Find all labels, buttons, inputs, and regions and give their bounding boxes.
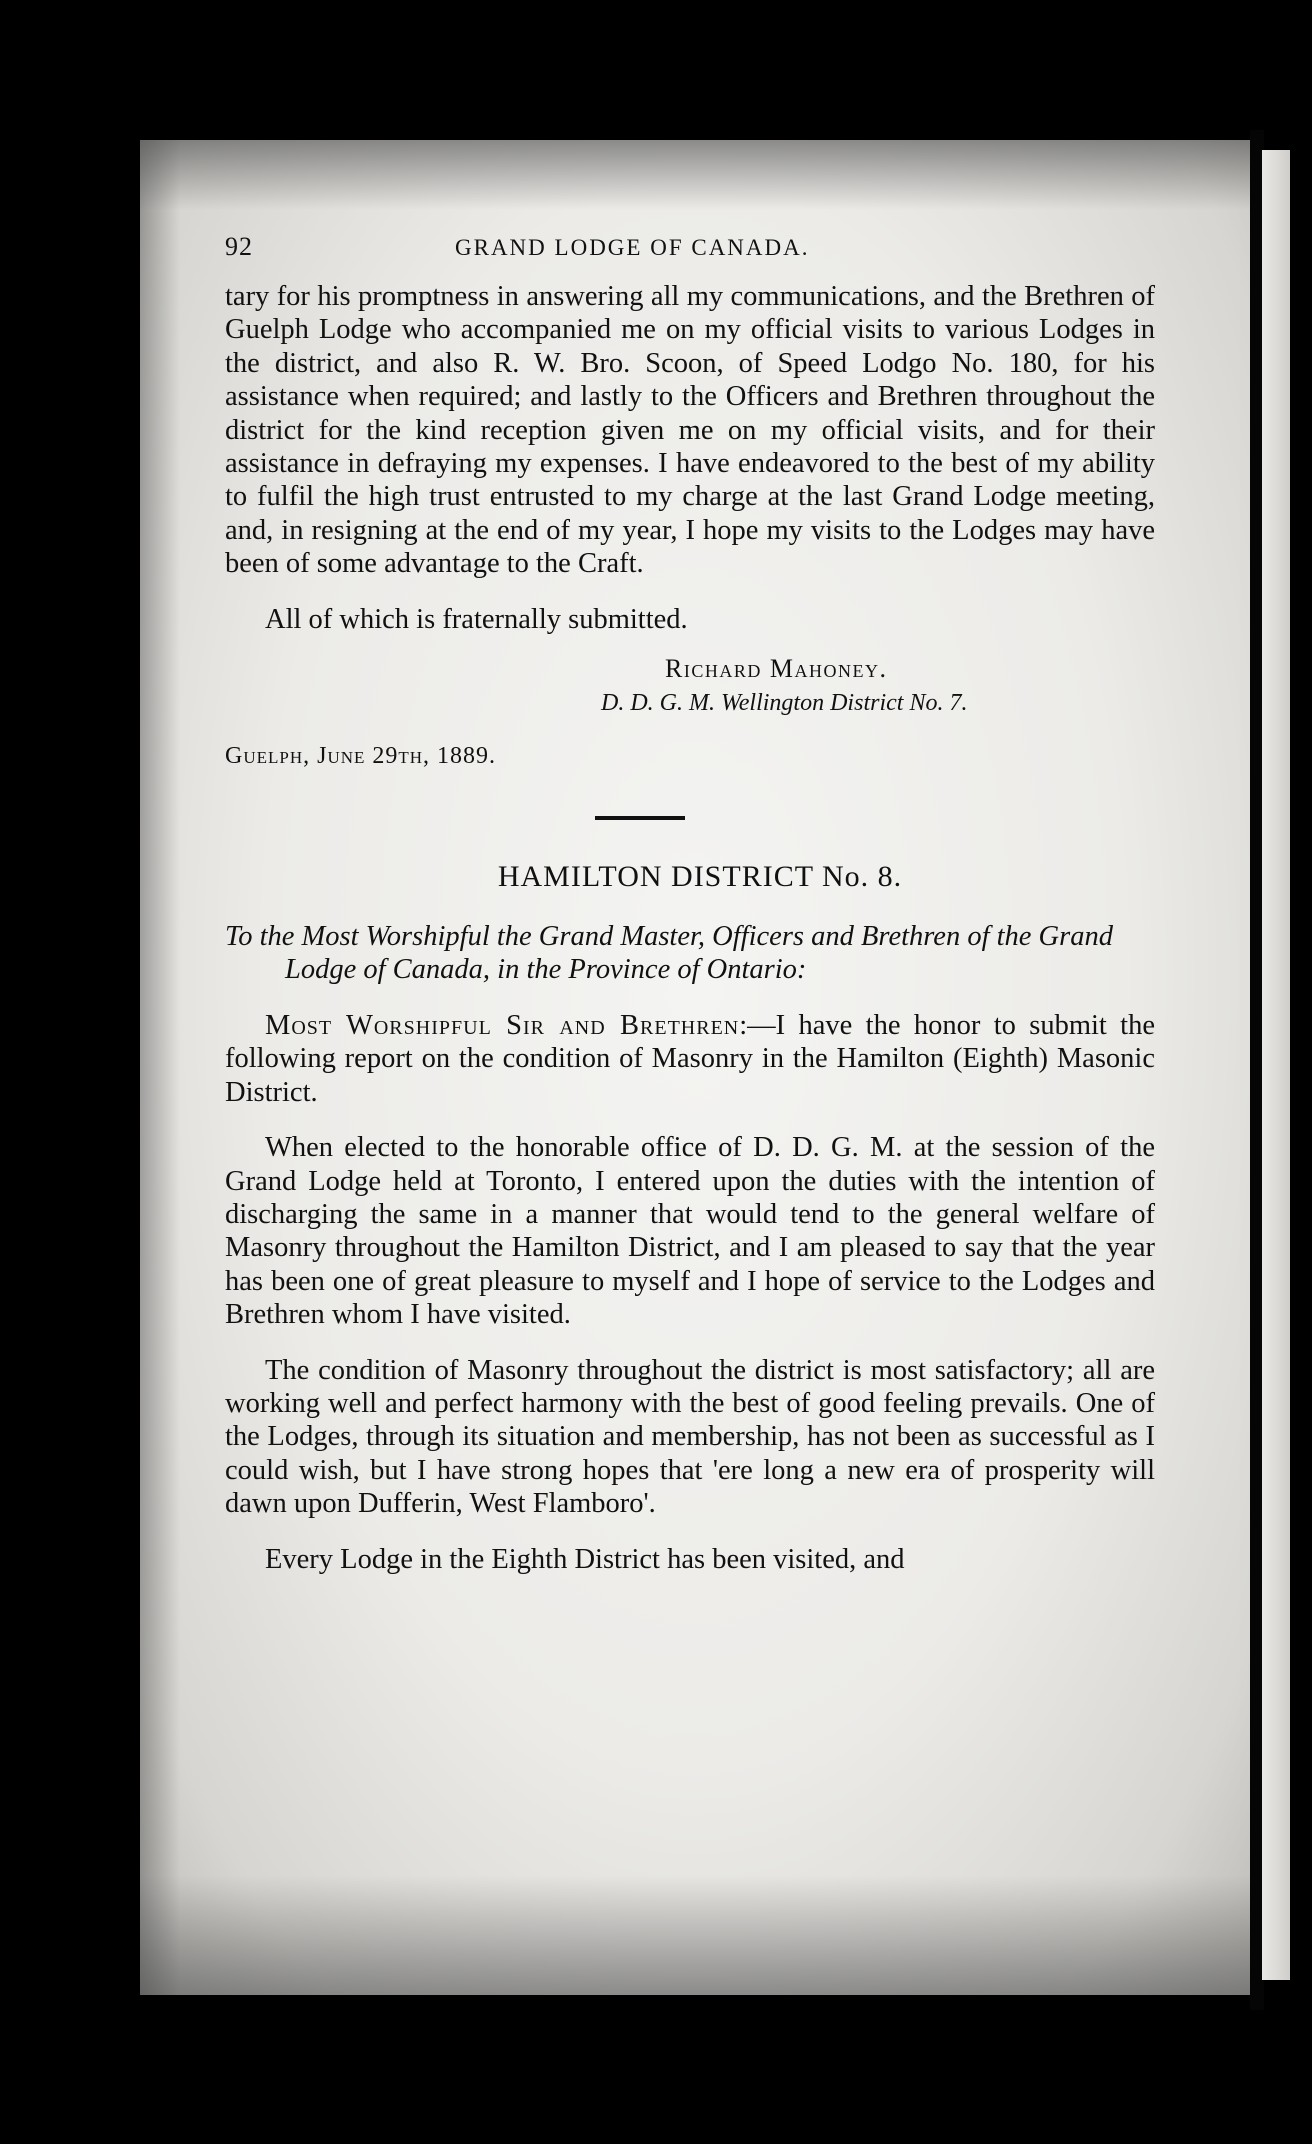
adjacent-page-edge [1262, 150, 1290, 1980]
paragraph-election: When elected to the honorable office of D. D. G. M. at the session of the Grand Lodge held at Toronto, I entered upon the duties with the intention of discharging the same in a manner that would tend to the general welfare of Masonry throughout the Hamilton District, and I am pleased to say that the year has been one of great pleasure to myself and I hope of service to the Lodges and Brethren whom I have visited. [225, 1132, 1155, 1331]
opening-caps: Most Worshipful Sir and Brethren [265, 1009, 740, 1041]
signature-title: D. D. G. M. Wellington District No. 7. [601, 690, 968, 717]
opening-rest: :—I have the honor to submit the following report on the condition of Masonry in the Hamilton (Eighth) Masonic District. [225, 1009, 1155, 1108]
running-head: GRAND LODGE OF CANADA. [455, 235, 810, 260]
book-page [140, 140, 1250, 1995]
paragraph-condition: The condition of Masonry throughout the district is most satisfactory; all are working well and perfect harmony with the best of good feeling prevails. One of the Lodges, through its situation and membership, has not been as successful as I could wish, but I have strong hopes that 'ere long a new era of prosperity will dawn upon Dufferin, West Flamboro'. [225, 1354, 1155, 1520]
page-header [225, 232, 1155, 262]
closing-line: All of which is fraternally submitted. [265, 603, 688, 635]
opening-paragraph [225, 1009, 1155, 1109]
page-text [225, 232, 1155, 1576]
date-line: Guelph, June 29th, 1889. [225, 743, 497, 770]
paragraph-visits: Every Lodge in the Eighth District has been visited, and [265, 1543, 905, 1575]
page-shadow-top [140, 140, 1250, 210]
section-divider [595, 816, 685, 820]
salutation: To the Most Worshipful the Grand Master, Officers and Brethren of the Grand Lodge of Canada, in the Province of Ontario: [225, 921, 1113, 986]
continued-paragraph: tary for his promptness in answering all my communications, and the Brethren of Guelph Lodge who accompanied me on my official visits to various Lodges in the district, and also R. W. Bro. Scoon, of Speed Lodgo No. 180, for his assistance when required; and lastly to the Officers and Brethren throughout the district for the kind reception given me on my official visits, and for their assistance in defraying my expenses. I have endeavored to the best of my ability to fulfil the high trust entrusted to my charge at the last Grand Lodge meeting, and, in resigning at the end of my year, I hope my visits to the Lodges may have been of some advantage to the Craft. [225, 281, 1155, 580]
page-shadow-left [140, 140, 180, 1995]
signature-name: Richard Mahoney. [665, 654, 888, 684]
section-title: HAMILTON DISTRICT No. 8. [497, 860, 903, 894]
page-shadow-bottom [140, 1875, 1250, 1995]
page-number: 92 [225, 232, 253, 261]
